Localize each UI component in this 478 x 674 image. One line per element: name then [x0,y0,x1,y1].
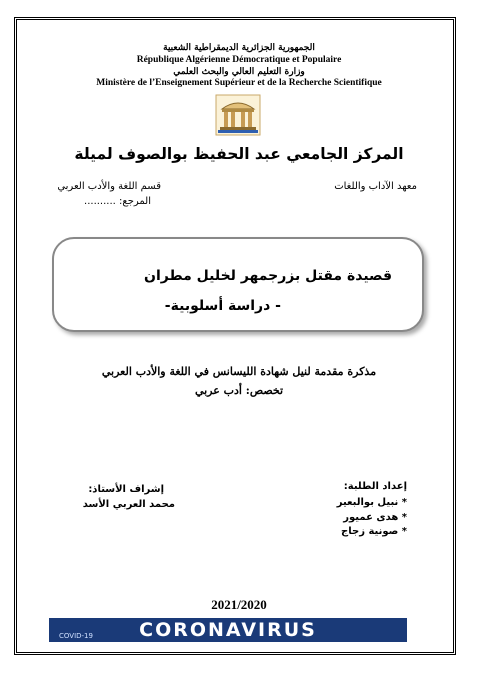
supervisor-name: محمد العربي الأسد [82,499,175,510]
department-name: قسم اللغة والأدب العربي [57,181,161,192]
thesis-note: مذكرة مقدمة لنيل شهادة الليسانس في اللغة والأدب العربي [101,365,377,378]
students-heading: إعداد الطلبة: [343,481,407,492]
academic-year: 2021/2020 [211,597,267,612]
institute-name: معهد الآداب واللغات [334,181,417,192]
thesis-title: قصيدة مقتل بزرجمهر لخليل مطران [144,268,392,284]
student-name: * هدى عميور [343,512,407,523]
university-name: المركز الجامعي عبد الحفيظ بوالصوف لميلة [74,145,404,163]
thesis-subtitle: - دراسة أسلوبية- [164,298,281,314]
university-logo [214,93,262,137]
coronavirus-banner [49,618,407,642]
header-republic-arabic: الجمهورية الجزائرية الديمقراطية الشعبية [163,43,315,53]
specialization: تخصص: أدب عربي [194,384,284,397]
student-name: * صونية زجاج [341,526,407,537]
header-ministry-arabic: وزارة التعليم العالي والبحث العلمي [173,67,305,77]
supervisor-heading: إشراف الأستاذ: [88,484,164,495]
reference-number: المرجع: .......... [84,196,151,207]
student-name: * نبيل بوالبعير [336,497,407,508]
banner-text: CORONAVIRUS [139,619,317,641]
title-box [52,237,424,332]
header-republic-french: République Algérienne Démocratique et Populaire [136,55,342,65]
header-ministry-french: Ministère de l’Enseignement Supérieur et de la Recherche Scientifique [96,78,382,88]
banner-subtext: COVID-19 [59,632,93,640]
